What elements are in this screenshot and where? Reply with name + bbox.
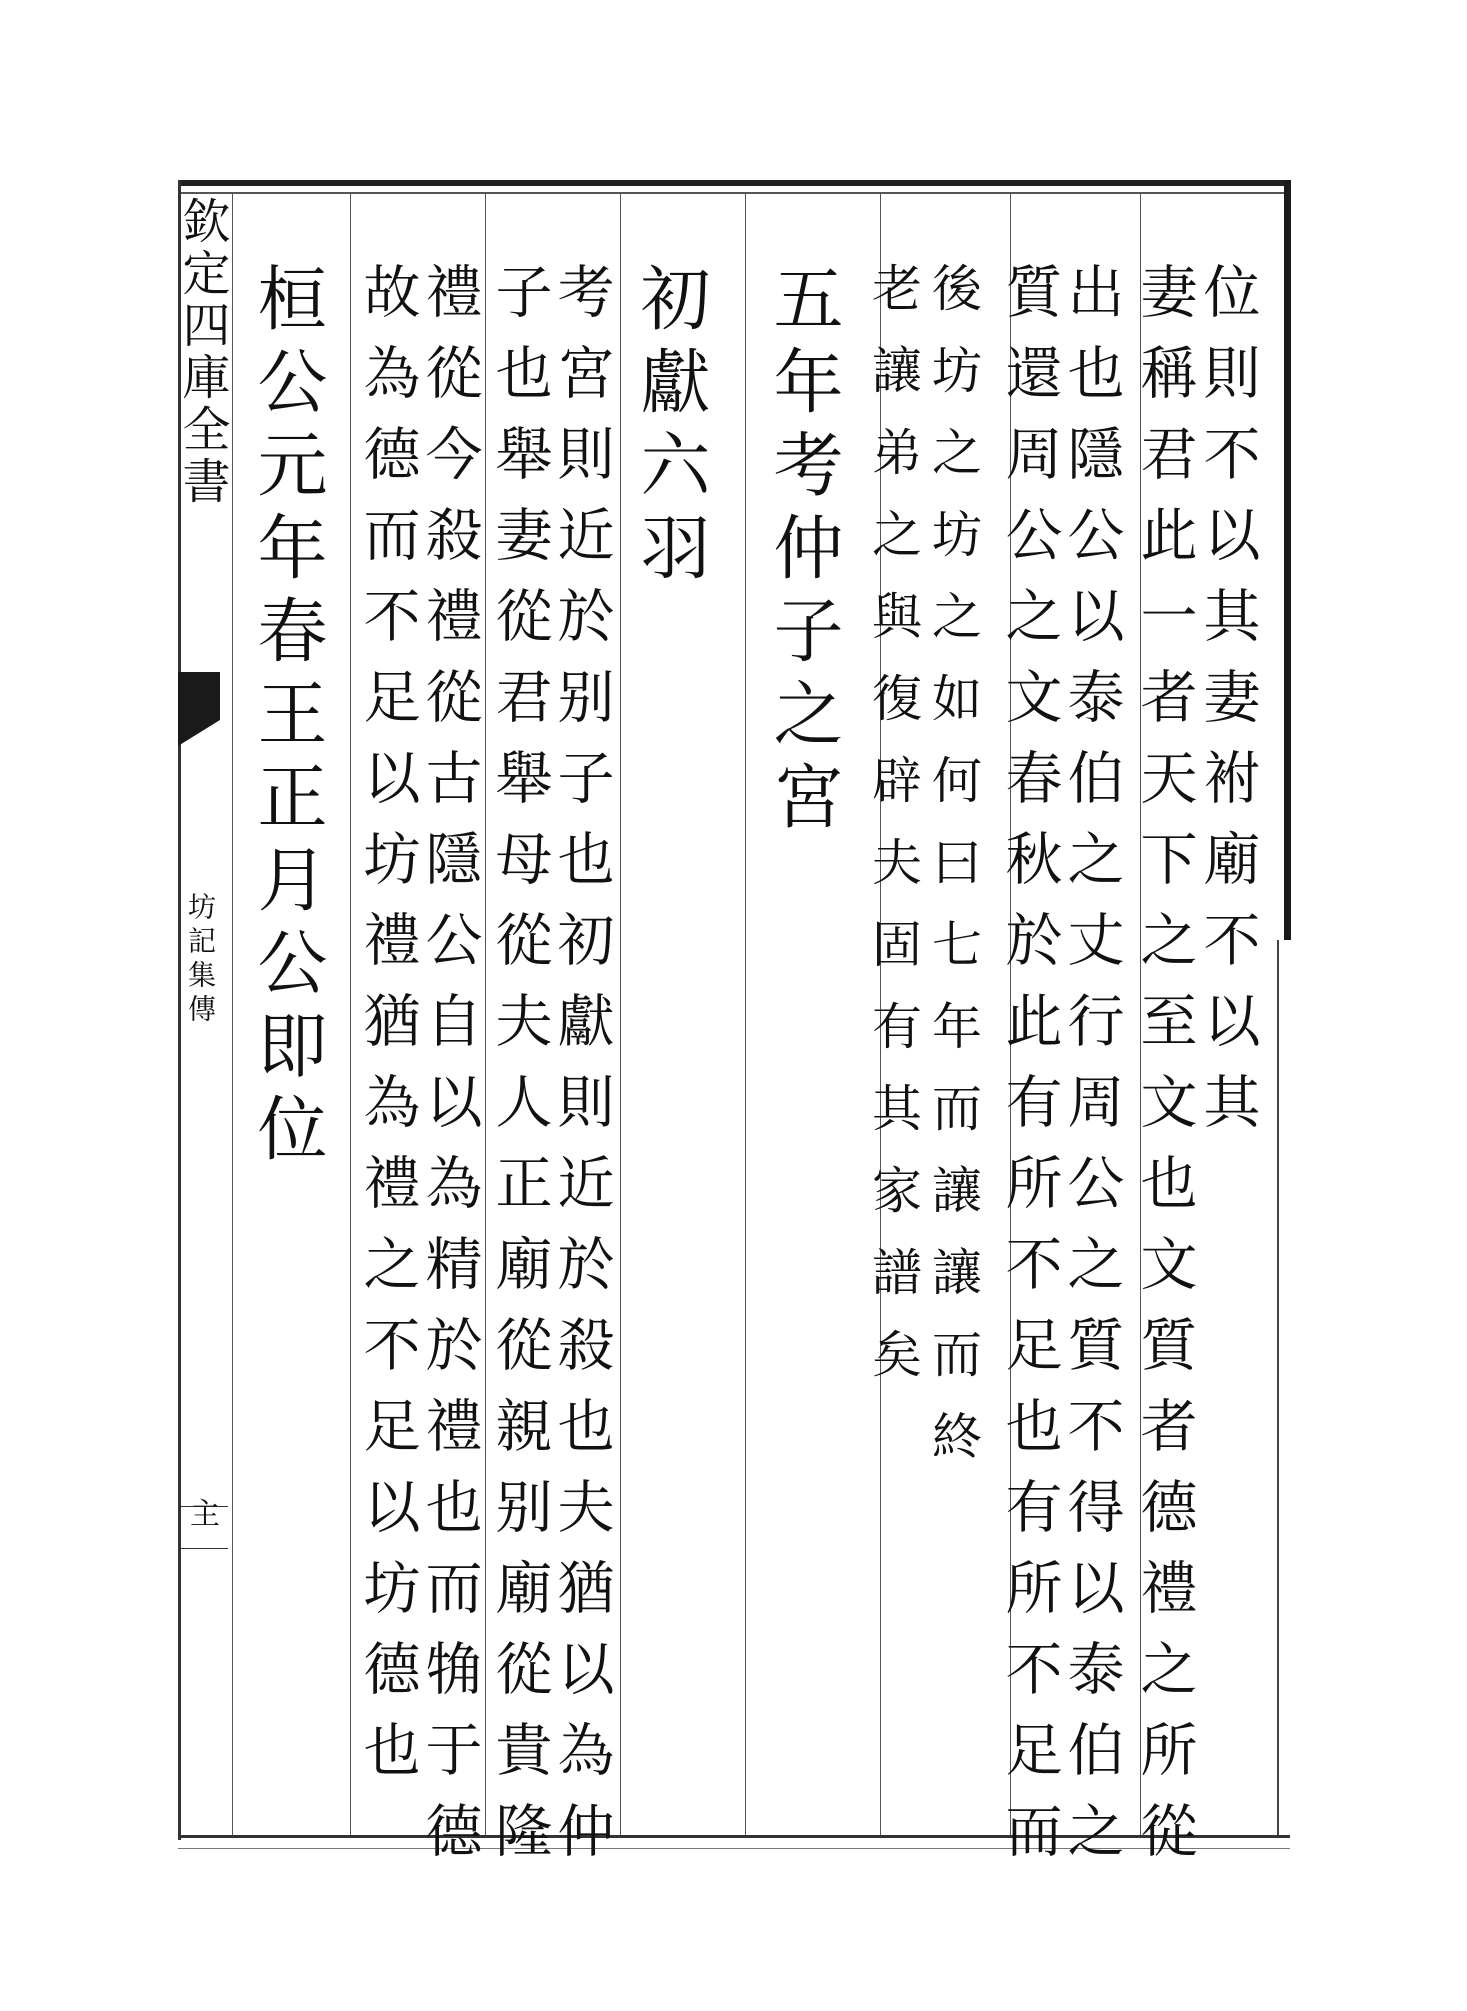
- text-column-6: 老讓弟之與復辟夫固有其家譜矣: [864, 262, 922, 1410]
- section-title: 坊記集傳: [184, 892, 217, 1028]
- text-column-2: 妻稱君此一者天下之至文也文質者德禮之所從: [1131, 262, 1197, 1882]
- page-number: 主: [190, 1497, 220, 1532]
- book-title: 欽定四庫全書: [174, 196, 230, 508]
- text-column-5: 後坊之坊之如何曰七年而讓讓而終: [924, 262, 982, 1492]
- fish-tail-wedge: [178, 720, 220, 746]
- page-number-rule: [178, 1548, 228, 1549]
- top-border-inner: [178, 192, 1290, 194]
- heading-column-13: 桓公元年春王正月公即位: [246, 262, 328, 1175]
- text-column-11: 禮從今殺禮從古隱公自以為精於禮也而觕于德: [416, 262, 482, 1882]
- column-rule: [620, 194, 621, 1835]
- text-column-12: 故為德而不足以坊禮猶為禮之不足以坊德也: [354, 262, 420, 1801]
- text-column-4: 質還周公之文春秋於此有所不足也有所不足而: [996, 262, 1062, 1882]
- right-border: [1284, 180, 1291, 940]
- heading-column-7: 五年考仲子之宮: [762, 262, 844, 843]
- right-border-lower: [1277, 940, 1279, 1835]
- text-column-10: 子也舉妻從君舉母從夫人正廟從親别廟從貴隆: [486, 262, 552, 1882]
- text-column-9: 考宮則近於别子也初獻則近於殺也夫猶以為仲: [548, 262, 614, 1882]
- column-rule: [232, 194, 233, 1835]
- top-border: [178, 180, 1290, 186]
- column-rule: [745, 194, 746, 1835]
- column-rule: [350, 194, 351, 1835]
- fish-tail-mark: [178, 672, 220, 720]
- text-column-3: 出也隱公以泰伯之丈行周公之質不得以泰伯之: [1058, 262, 1124, 1882]
- text-column-1: 位則不以其妻袝廟不以其: [1194, 262, 1260, 1153]
- heading-column-8: 初獻六羽: [629, 262, 711, 594]
